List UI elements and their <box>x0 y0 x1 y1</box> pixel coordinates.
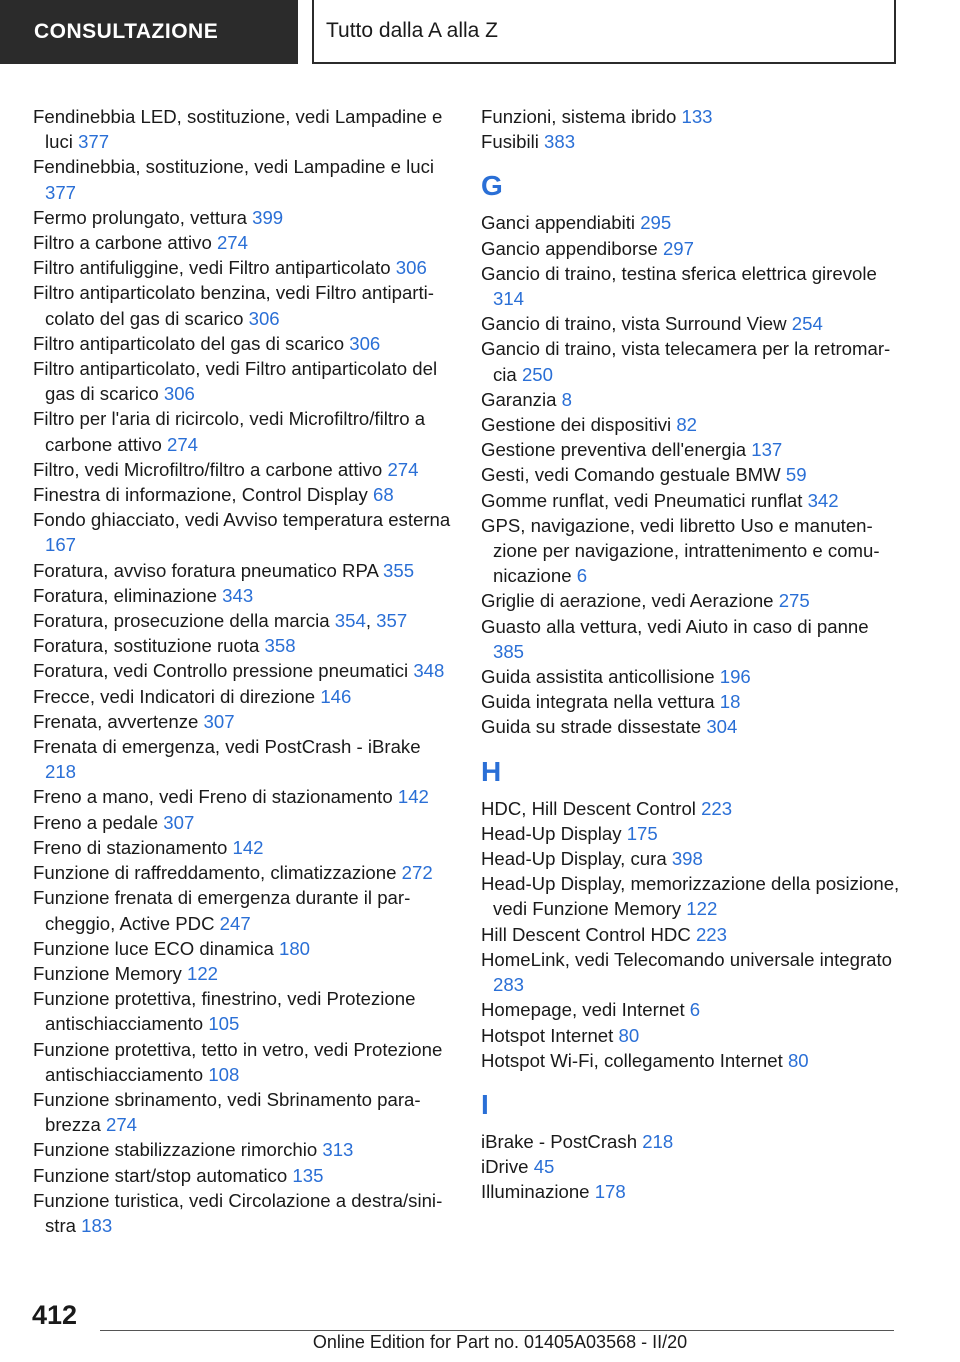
page-link[interactable]: 133 <box>681 106 713 127</box>
entry-text: Frecce, vedi Indicatori di direzione <box>33 685 316 707</box>
entry-text: Ganci appendiabiti <box>481 212 636 234</box>
index-entry <box>33 482 453 507</box>
index-entry <box>481 796 901 821</box>
index-entry <box>481 614 901 664</box>
entry-text: Fermo prolungato, vettura <box>33 206 247 228</box>
index-entry <box>481 1179 901 1204</box>
page-link[interactable]: 223 <box>695 923 727 945</box>
index-entry <box>33 860 453 885</box>
index-entry <box>33 154 453 204</box>
entry-text: Gancio di traino, testina sferica elettrica girevole <box>481 262 877 284</box>
page-link[interactable]: 223 <box>701 797 733 819</box>
page-link[interactable]: 307 <box>163 811 195 833</box>
index-entry <box>33 457 453 482</box>
entry-text: Guasto alla vettura, vedi Aiuto in caso di panne <box>481 615 869 637</box>
entry-text: Frenata di emergenza, vedi PostCrash - iBrake <box>33 736 421 758</box>
index-entry <box>33 961 453 986</box>
page-link[interactable]: 274 <box>105 1114 138 1136</box>
index-entry <box>481 997 901 1022</box>
entry-text: Illuminazione <box>481 1181 590 1203</box>
entry-text: Gestione preventiva dell'energia <box>481 439 747 461</box>
index-entry <box>481 488 901 513</box>
entry-list <box>481 104 901 154</box>
entry-text: Funzione Memory <box>33 962 182 984</box>
page-link[interactable]: 135 <box>292 1164 324 1186</box>
entry-text: Filtro antifuliggine, vedi Filtro antiparticolato <box>33 257 391 279</box>
index-entry <box>33 885 453 935</box>
page-link[interactable]: 297 <box>662 237 694 259</box>
entry-text: Head-Up Display, memorizzazione della posizione, vedi Funzione Memory <box>481 873 900 920</box>
page-header <box>0 0 960 66</box>
page-link[interactable]: 18 <box>719 691 741 713</box>
entry-list <box>481 1129 901 1205</box>
entry-text: Funzione luce ECO dinamica <box>33 937 274 959</box>
page-link[interactable]: 306 <box>349 332 381 354</box>
page-link[interactable]: 383 <box>544 131 576 153</box>
page-link[interactable]: 142 <box>232 836 264 858</box>
page-link[interactable]: 6 <box>689 999 701 1021</box>
index-entry <box>481 462 901 487</box>
page-link[interactable]: 313 <box>322 1139 354 1161</box>
index-entry <box>481 922 901 947</box>
section-label: CONSULTAZIONE <box>0 0 298 64</box>
entry-text: Hotspot Internet <box>481 1024 614 1046</box>
entry-text: Funzione protettiva, finestrino, vedi Protezione antischiacciamento <box>33 988 416 1035</box>
entry-text: Guida assistita anticollisione <box>481 666 715 688</box>
index-entry <box>33 280 453 330</box>
index-entry <box>33 1163 453 1188</box>
index-entry <box>33 507 453 557</box>
entry-text: iDrive <box>481 1156 529 1178</box>
entry-text: Foratura, prosecuzione della marcia <box>33 610 330 632</box>
index-entry <box>481 664 901 689</box>
page-number: 412 <box>32 1300 78 1330</box>
entry-text: Griglie di aerazione, vedi Aerazione <box>481 590 774 612</box>
page-link[interactable]: 275 <box>778 590 810 612</box>
entry-text: Freno a pedale <box>33 811 159 833</box>
index-entry <box>33 356 453 406</box>
index-entry <box>33 709 453 734</box>
page-link[interactable]: 306 <box>395 257 427 279</box>
index-entry <box>481 1129 901 1154</box>
entry-text: Frenata, avvertenze <box>33 710 199 732</box>
index-entry <box>481 689 901 714</box>
page-link[interactable]: 399 <box>252 206 284 228</box>
entry-list <box>481 210 901 739</box>
entry-text: Freno di stazionamento <box>33 836 228 858</box>
page-link[interactable]: 180 <box>278 937 311 959</box>
index-entry <box>33 558 453 583</box>
entry-text: Filtro a carbone attivo <box>33 232 212 254</box>
entry-text: Gesti, vedi Comando gestuale BMW <box>481 464 781 486</box>
entry-text: Gestione dei dispositivi <box>481 414 672 436</box>
footer-divider <box>100 1330 894 1331</box>
letter-heading-h: H <box>481 755 502 787</box>
page-link[interactable]: 304 <box>706 716 738 738</box>
index-entry <box>33 1137 453 1162</box>
index-entry <box>481 821 901 846</box>
index-entry <box>33 230 453 255</box>
page-link[interactable]: 355 <box>383 559 415 581</box>
page-link[interactable]: 80 <box>618 1024 640 1046</box>
page-link[interactable]: 45 <box>533 1156 555 1178</box>
index-entry <box>481 311 901 336</box>
page-link[interactable]: 146 <box>320 685 352 707</box>
entry-text: HomeLink, vedi Telecomando universale integrato <box>481 948 893 970</box>
entry-text: Funzione stabilizzazione rimorchio <box>33 1139 318 1161</box>
entry-text: Filtro antiparticolato del gas di scarico <box>33 332 345 354</box>
index-entry <box>33 684 453 709</box>
letter-heading-i: I <box>481 1088 489 1120</box>
letter-heading-g: G <box>481 170 503 202</box>
entry-text: Head-Up Display <box>481 822 622 844</box>
page-link[interactable]: 254 <box>791 313 823 335</box>
entry-text: Head-Up Display, cura <box>481 848 667 870</box>
index-entry <box>481 336 901 386</box>
page-link[interactable]: 274 <box>216 232 248 254</box>
chapter-title: Tutto dalla A alla Z <box>312 0 896 64</box>
page-link[interactable]: 178 <box>594 1181 626 1203</box>
entry-text: HDC, Hill Descent Control <box>481 797 696 819</box>
entry-text: Funzioni, sistema ibrido <box>481 106 677 127</box>
entry-text: Homepage, vedi Internet <box>481 999 685 1021</box>
page-link[interactable]: 295 <box>640 212 672 234</box>
entry-text: Foratura, vedi Controllo pressione pneumatici <box>33 660 409 682</box>
entry-text: Funzione start/stop automatico <box>33 1164 288 1186</box>
page-link[interactable]: 250 <box>521 363 553 385</box>
index-entry: Foratura, prosecuzione della marcia 354, 357 <box>33 610 408 632</box>
index-entry <box>33 104 453 154</box>
page-link[interactable]: 354 <box>334 610 366 632</box>
page-link[interactable]: 377 <box>45 181 77 203</box>
page-link[interactable]: 142 <box>397 786 429 808</box>
entry-text: Garanzia <box>481 388 557 410</box>
entry-text: Finestra di informazione, Control Display <box>33 484 368 506</box>
index-entry <box>481 261 901 311</box>
index-entry <box>33 1037 453 1087</box>
index-entry <box>481 871 901 921</box>
entry-text: Foratura, sostituzione ruota <box>33 635 260 657</box>
page-link[interactable]: 385 <box>493 640 525 662</box>
page-link[interactable]: 306 <box>248 307 280 329</box>
entry-text: Filtro antiparticolato benzina, vedi Filtro antiparticolato del gas di scarico <box>33 282 434 329</box>
index-entry <box>33 205 453 230</box>
page-link[interactable]: 68 <box>373 484 394 506</box>
page-link[interactable]: 307 <box>203 710 235 732</box>
page-link[interactable]: 306 <box>163 383 195 405</box>
page-link[interactable]: 272 <box>401 862 433 884</box>
page-link[interactable]: 122 <box>186 962 219 984</box>
index-entry <box>481 1023 901 1048</box>
index-entry <box>481 104 901 129</box>
page-link[interactable]: 342 <box>807 489 839 511</box>
page-link[interactable]: 82 <box>676 414 698 436</box>
index-column-left <box>33 104 453 1238</box>
index-entry <box>481 1048 901 1073</box>
page-link[interactable]: 398 <box>671 848 703 870</box>
index-entry <box>481 387 901 412</box>
index-entry <box>481 412 901 437</box>
index-entry <box>33 583 453 608</box>
entry-text: Fendinebbia LED, sostituzione, vedi Lampadine e luci <box>33 106 443 153</box>
index-entry <box>481 437 901 462</box>
entry-text: GPS, navigazione, vedi libretto Uso e manutenzione per navigazione, intrattenimento e comunicazione <box>481 514 880 587</box>
entry-text: Fendinebbia, sostituzione, vedi Lampadine e luci <box>33 156 435 178</box>
entry-text: Hill Descent Control HDC <box>481 923 691 945</box>
entry-text: Hotspot Wi-Fi, collegamento Internet <box>481 1049 783 1071</box>
index-entry <box>33 1188 453 1238</box>
index-entry <box>481 1154 901 1179</box>
page-link[interactable]: 175 <box>626 822 658 844</box>
entry-text: Guida integrata nella vettura <box>481 691 715 713</box>
index-entry <box>33 633 453 658</box>
index-entry <box>481 714 901 739</box>
entry-text: Gancio appendiborse <box>481 237 658 259</box>
entry-list <box>33 104 453 1238</box>
index-entry <box>33 784 453 809</box>
entry-text: Gancio di traino, vista Surround View <box>481 313 787 335</box>
page-link[interactable]: 357 <box>376 610 408 632</box>
entry-text: Funzione frenata di emergenza durante il parcheggio, Active PDC <box>33 887 411 934</box>
index-entry <box>481 947 901 997</box>
index-entry <box>481 210 901 235</box>
page-link[interactable]: 314 <box>493 288 525 310</box>
index-entry <box>481 588 901 613</box>
page-link[interactable]: 377 <box>78 131 110 153</box>
page-link[interactable]: 343 <box>222 584 254 606</box>
index-entry <box>481 513 901 589</box>
entry-text: Funzione protettiva, tetto in vetro, vedi Protezione antischiacciamento <box>33 1038 443 1085</box>
index-entry <box>33 406 453 456</box>
entry-text: Funzione di raffreddamento, climatizzazione <box>33 862 397 884</box>
entry-text: Foratura, eliminazione <box>33 584 217 606</box>
edition-note: Online Edition for Part no. 01405A03568 - II/20 <box>312 1332 688 1352</box>
page-link[interactable]: 196 <box>719 666 751 688</box>
entry-text: Foratura, avviso foratura pneumatico RPA <box>33 559 378 581</box>
entry-text: Gomme runflat, vedi Pneumatici runflat <box>481 489 803 511</box>
index-column-right <box>481 104 901 1205</box>
entry-text: Fondo ghiacciato, vedi Avviso temperatura esterna <box>33 509 451 531</box>
page-link[interactable]: 59 <box>785 464 807 486</box>
index-entry <box>33 658 453 683</box>
page-link[interactable]: 348 <box>413 660 445 682</box>
entry-text: Funzione sbrinamento, vedi Sbrinamento parabrezza <box>33 1088 421 1136</box>
index-entry <box>33 255 453 280</box>
page-link[interactable]: 108 <box>208 1063 240 1085</box>
page-link[interactable]: 122 <box>686 898 718 920</box>
page-link[interactable]: 137 <box>751 439 783 461</box>
page-link[interactable]: 8 <box>561 388 572 410</box>
page-link[interactable]: 105 <box>208 1013 240 1035</box>
index-entry <box>33 936 453 961</box>
index-entry <box>33 331 453 356</box>
page-link[interactable]: 183 <box>81 1214 113 1236</box>
entry-list <box>481 796 901 1073</box>
page-link[interactable]: 80 <box>787 1049 809 1071</box>
page-link[interactable]: 358 <box>264 635 296 657</box>
page-link[interactable]: 218 <box>45 761 77 783</box>
page-link[interactable]: 283 <box>493 974 525 996</box>
entry-text: Filtro antiparticolato, vedi Filtro antiparticolato del gas di scarico <box>33 358 438 405</box>
page-link[interactable]: 167 <box>45 534 77 556</box>
index-entry <box>33 835 453 860</box>
page-link[interactable]: 274 <box>166 433 199 455</box>
entry-text: iBrake - PostCrash <box>481 1130 638 1152</box>
index-entry <box>481 236 901 261</box>
page-link[interactable]: 6 <box>576 565 588 587</box>
index-entry <box>481 129 901 154</box>
index-entry <box>481 846 901 871</box>
page-link[interactable]: 247 <box>219 912 251 934</box>
entry-text: Gancio di traino, vista telecamera per la retromarcia <box>481 338 891 385</box>
entry-text: Filtro per l'aria di ricircolo, vedi Microfiltro/filtro a carbone attivo <box>33 408 426 455</box>
page-link[interactable]: 218 <box>642 1130 674 1152</box>
index-entry <box>33 734 453 784</box>
entry-text: Fusibili <box>481 131 539 153</box>
page-link[interactable]: 274 <box>387 458 419 480</box>
index-entry <box>33 986 453 1036</box>
entry-text: Freno a mano, vedi Freno di stazionamento <box>33 786 393 808</box>
index-entry <box>33 1087 453 1137</box>
entry-text: Guida su strade dissestate <box>481 716 702 738</box>
entry-text: Filtro, vedi Microfiltro/filtro a carbone attivo <box>33 458 383 480</box>
entry-text: Funzione turistica, vedi Circolazione a destra/sinistra <box>33 1189 443 1236</box>
index-entry <box>33 810 453 835</box>
